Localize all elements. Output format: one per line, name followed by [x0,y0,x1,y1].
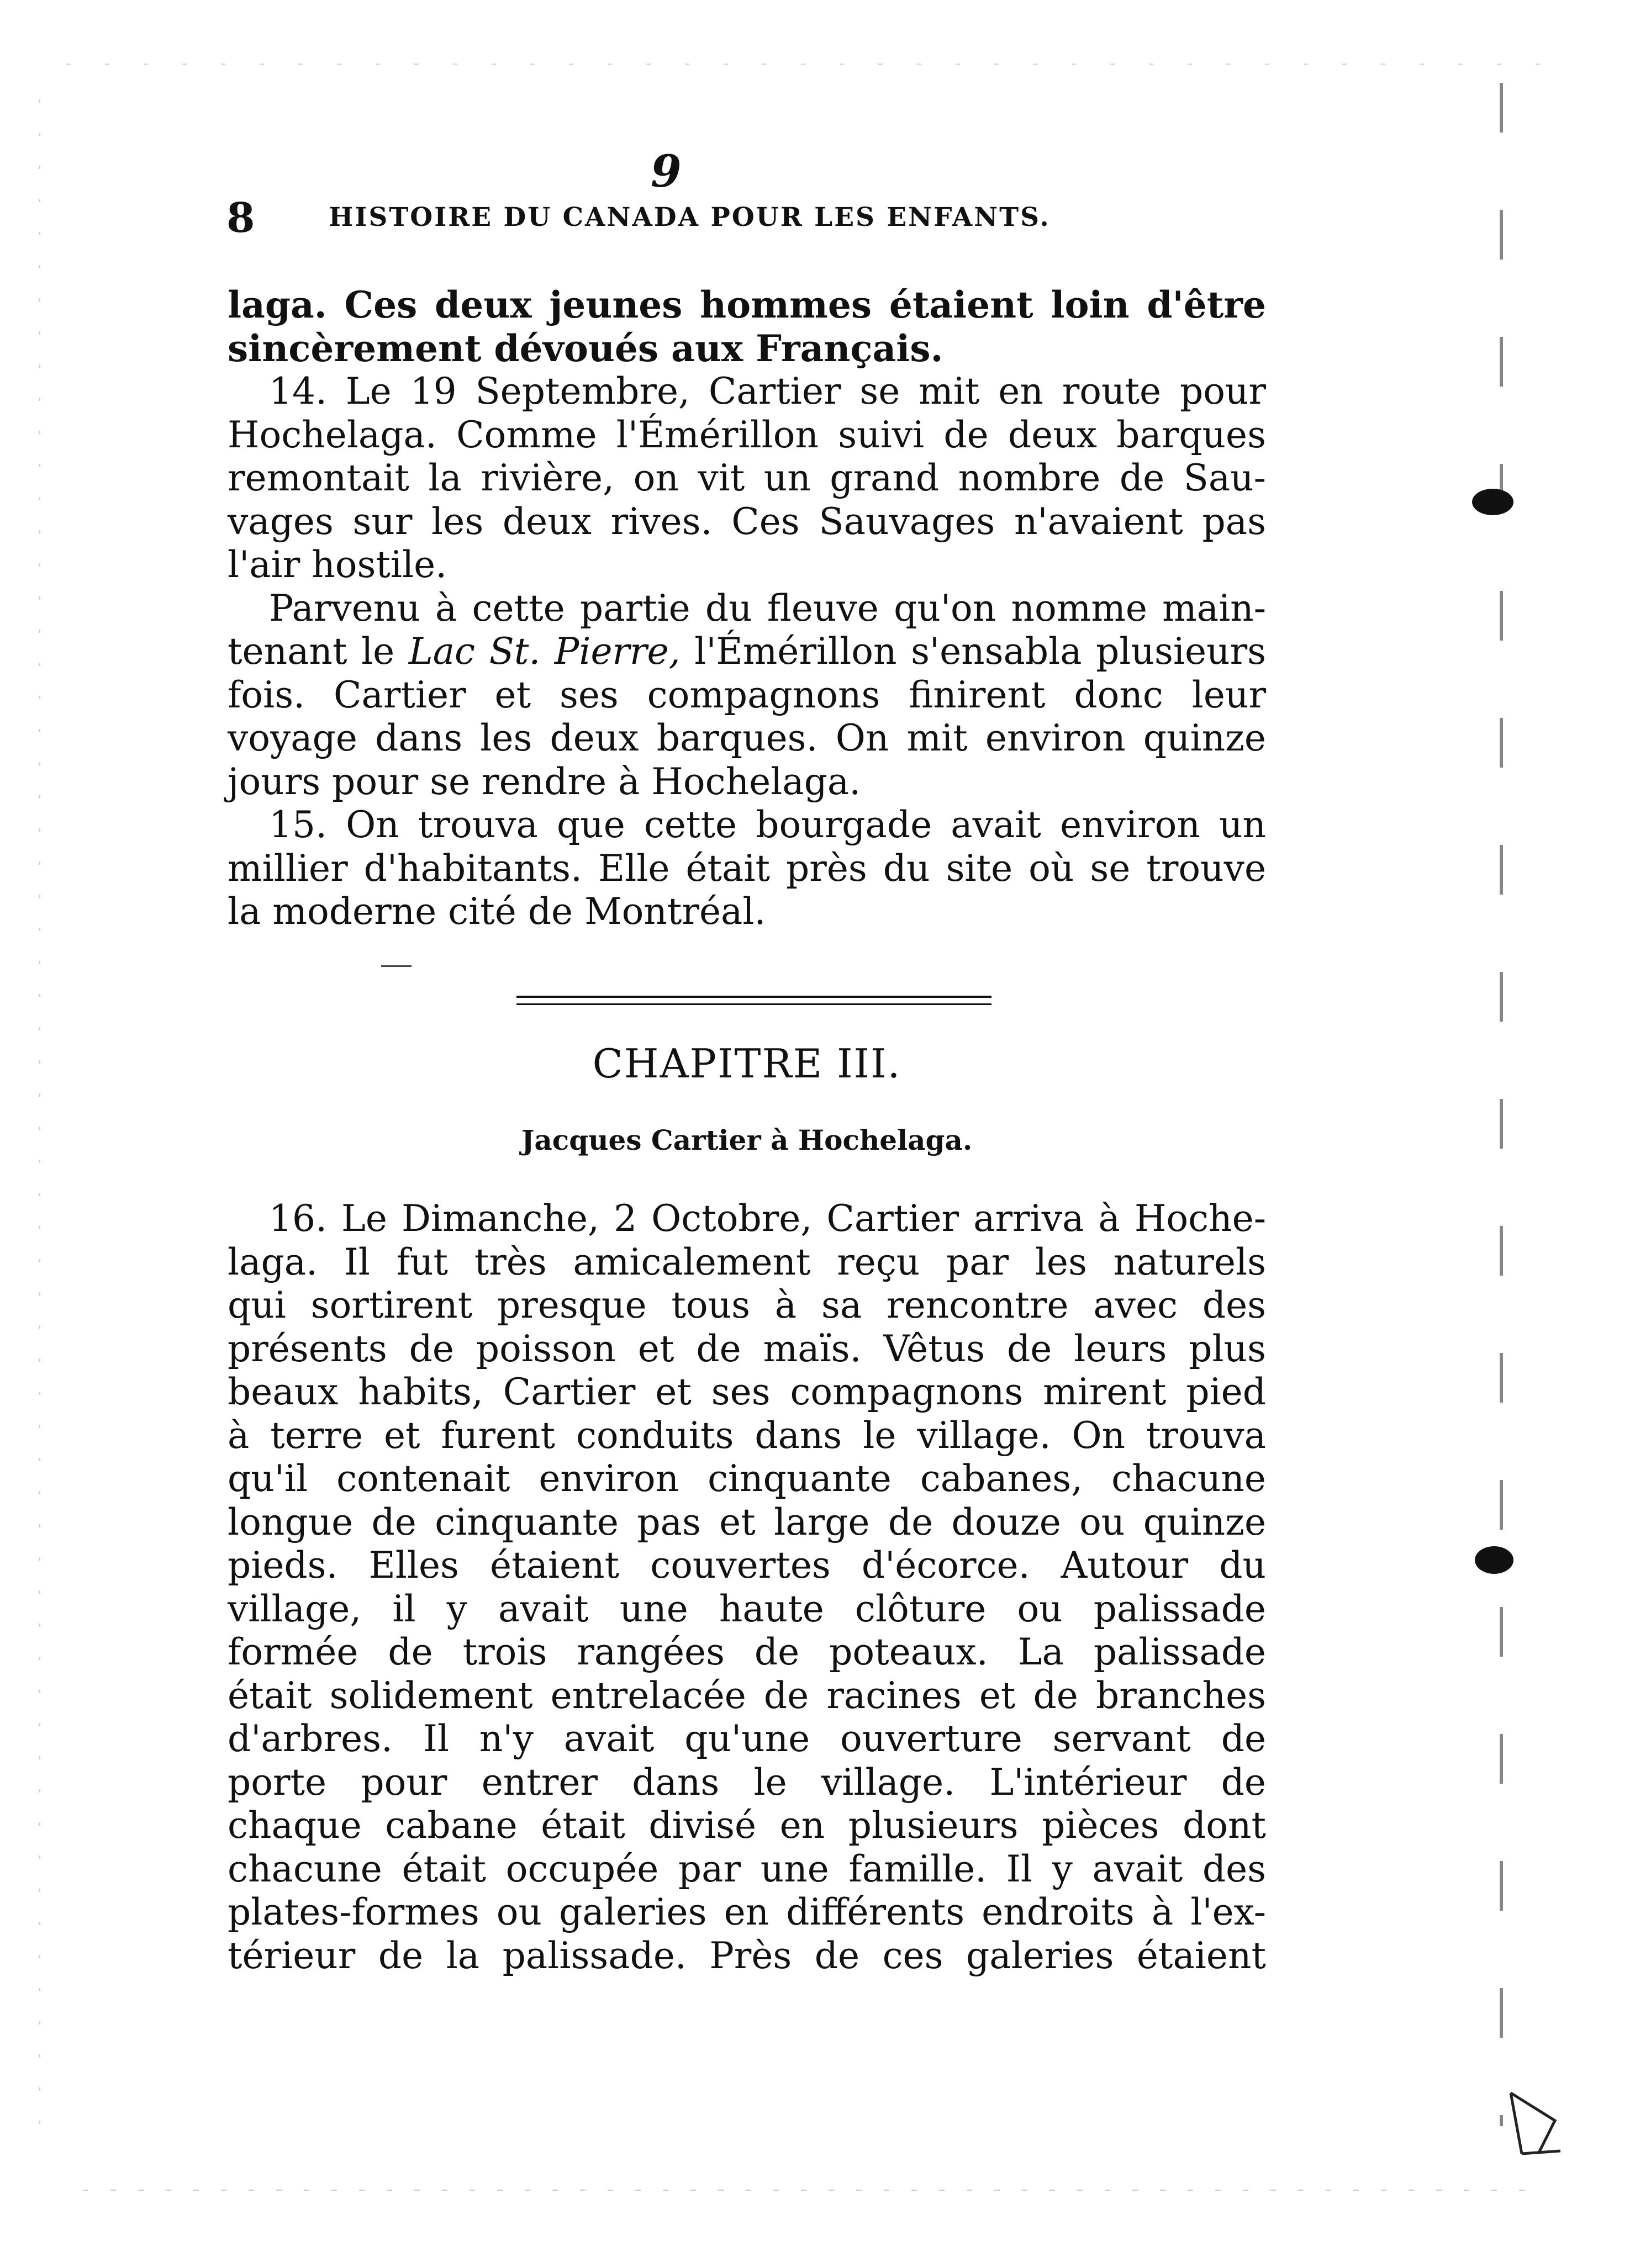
header-title: HISTOIRE DU CANADA POUR LES ENFANTS. [329,202,1051,232]
scan-edge-left [39,99,40,2143]
text-line: fois. Cartier et ses compagnons finirent donc leur [228,673,1266,716]
text-line: vages sur les deux rives. Ces Sauvages n'avaient pas [228,500,1266,543]
text-run: tenant le [228,630,409,673]
corner-scribble [1505,2087,1571,2159]
ink-blot [1472,489,1513,515]
text-line: térieur de la palissade. Près de ces galeries étaient [228,1934,1266,1977]
text-line: l'air hostile. [228,543,447,586]
text-line: pieds. Elles étaient couvertes d'écorce. Autour du [228,1544,1266,1587]
text-line: était solidement entrelacée de racines et de branches [228,1674,1266,1717]
page-number: 8 [226,194,255,242]
text-line: beaux habits, Cartier et ses compagnons mirent pied [228,1371,1266,1413]
text-line: jours pour se rendre à Hochelaga. [228,760,861,803]
scan-edge-bottom [83,2190,1547,2191]
text-line: voyage dans les deux barques. On mit environ quinze [228,717,1266,759]
scan-edge-top [66,64,1558,65]
text-line: d'arbres. Il n'y avait qu'une ouverture servant de [228,1717,1266,1760]
text-line: Hochelaga. Comme l'Émérillon suivi de deux barques [228,413,1266,456]
text-line: laga. Ces deux jeunes hommes étaient loin d'être [228,283,1266,326]
text-line: la moderne cité de Montréal. [228,890,766,933]
text-line: 15. On trouva que cette bourgade avait environ un [269,803,1266,846]
text-line: Parvenu à cette partie du fleuve qu'on nomme main- [269,586,1266,630]
text-line: qui sortirent presque tous à sa rencontre avec des [228,1284,1266,1326]
text-line: porte pour entrer dans le village. L'intérieur de [228,1761,1266,1804]
text-line: remontait la rivière, on vit un grand nombre de Sau- [228,457,1266,499]
text-line: 14. Le 19 Septembre, Cartier se mit en route pour [269,370,1266,413]
ink-blot [1475,1546,1513,1574]
text-line: village, il y avait une haute clôture ou palissade [228,1587,1266,1630]
text-line: chaque cabane était divisé en plusieurs pièces dont [228,1804,1266,1847]
text-line: laga. Il fut très amicalement reçu par les naturels [228,1240,1266,1283]
text-line: longue de cinquante pas et large de douze ou quinze [228,1500,1266,1543]
text-line [228,630,1266,674]
place-name-italic: Lac St. Pierre, [408,630,681,673]
chapter-title: CHAPITRE III. [592,1040,901,1087]
text-line: formée de trois rangées de poteaux. La palissade [228,1631,1266,1673]
text-line: plates-formes ou galeries en différents endroits à l'ex- [228,1891,1266,1933]
text-block-before-chapter [228,283,1266,934]
text-line: millier d'habitants. Elle était près du site où se trouve [228,847,1266,890]
small-dash [381,965,412,967]
text-run: l'Émérillon s'ensabla plusieurs [680,630,1267,673]
text-line: chacune était occupée par une famille. Il y avait des [228,1847,1266,1890]
text-line: présents de poisson et de maïs. Vêtus de leurs plus [228,1327,1266,1370]
text-line: qu'il contenait environ cinquante cabanes, chacune [228,1457,1266,1500]
text-line: 16. Le Dimanche, 2 Octobre, Cartier arriva à Hoche- [269,1197,1266,1240]
handwritten-page-mark: 9 [651,145,682,197]
chapter-divider-rule [516,996,991,1005]
text-block-chapter-body [228,1197,1266,1978]
running-header [226,194,1165,253]
scan-edge-right [1500,83,1503,2126]
text-line: sincèrement dévoués aux Français. [228,326,943,370]
text-line: à terre et furent conduits dans le village. On trouva [228,1414,1266,1457]
chapter-subtitle: Jacques Cartier à Hochelaga. [521,1124,973,1156]
